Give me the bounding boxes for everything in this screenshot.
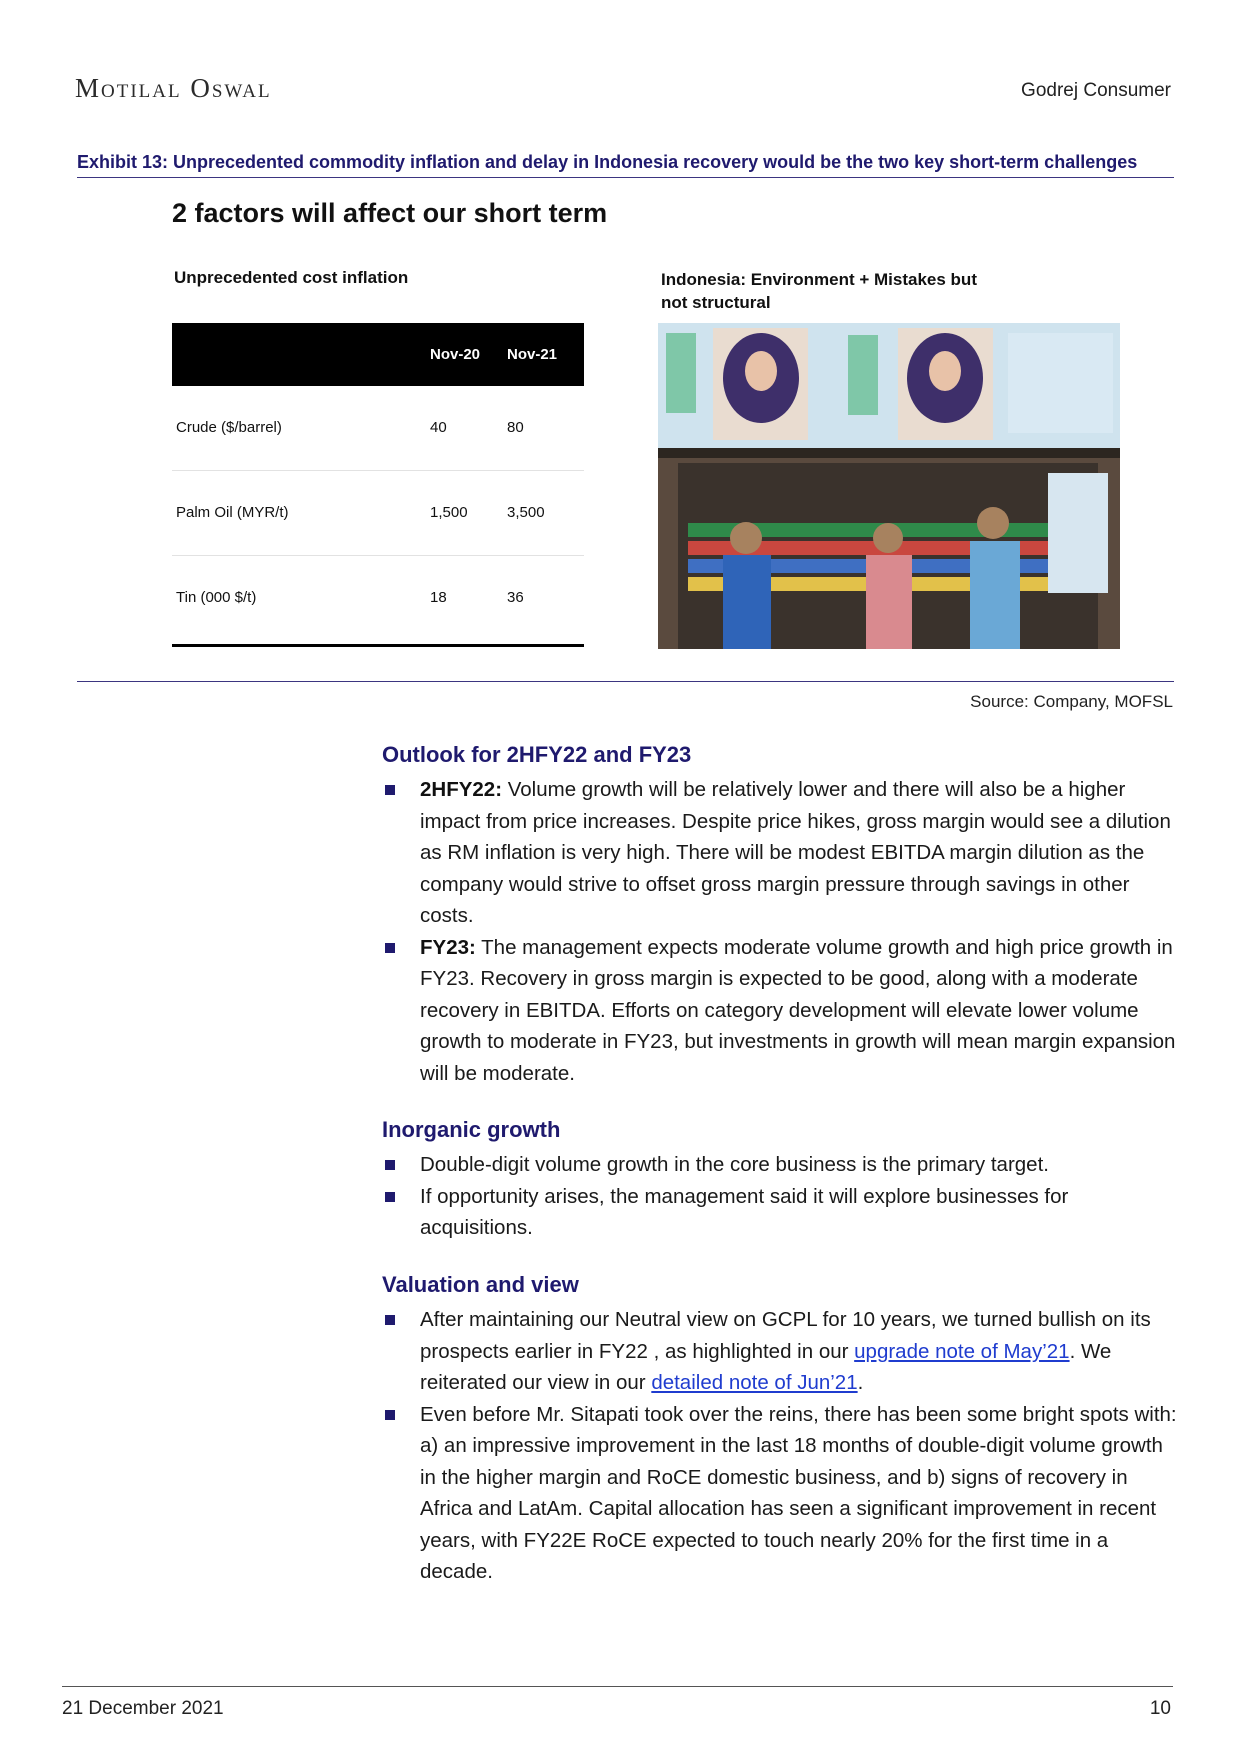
- outlook-title: Outlook for 2HFY22 and FY23: [382, 742, 692, 767]
- bullet-label: FY23:: [420, 935, 476, 959]
- bullet-square-icon: [385, 785, 395, 795]
- list-item: [382, 1149, 1182, 1181]
- exhibit-title-rule: [77, 177, 1174, 178]
- bullet-text: After maintaining our Neutral view on GCPL for 10 years, we turned bullish on its prospects earlier in FY22 , as highlighted in our: [420, 1308, 1151, 1363]
- store-photo-illustration: [658, 323, 1120, 649]
- bullet-text: . We reiterated our view in our: [420, 1339, 1112, 1394]
- row-label: Tin (000 $/t): [176, 589, 257, 606]
- bullet-square-icon: [385, 1160, 395, 1170]
- bullet-text: Double-digit volume growth in the core business is the primary target.: [420, 1153, 1049, 1176]
- upgrade-note-link[interactable]: upgrade note of May’21: [854, 1339, 1070, 1363]
- bullet-text: If opportunity arises, the management said it will explore businesses for acquisitions.: [420, 1184, 1069, 1239]
- row-value: 36: [507, 589, 524, 606]
- outlook-section: [382, 742, 1182, 1089]
- row-value: 18: [430, 589, 447, 606]
- bullet-label: 2HFY22:: [420, 778, 503, 801]
- list-item: [382, 1181, 1182, 1244]
- row-value: 1,500: [430, 504, 468, 521]
- table-row: [172, 386, 584, 471]
- source-note: Source: Company, MOFSL: [970, 692, 1173, 711]
- table-row: [172, 471, 584, 556]
- header-cell-nov21: Nov-21: [507, 346, 558, 363]
- row-label: Crude ($/barrel): [176, 419, 282, 436]
- exhibit-bottom-rule: [77, 681, 1174, 682]
- bullet-square-icon: [385, 1410, 395, 1420]
- bullet-text: The management expects moderate volume growth and high price growth in FY23. Recovery in gross margin is expected to be good, along with a moderate recovery in EBITDA. Efforts on category development will elevate lower volume growth to moderate in FY23, but investments in growth will mean margin expansion will be moderate.: [420, 935, 1176, 1085]
- indonesia-store-photo: [658, 323, 1120, 649]
- page-number: 10: [1149, 1698, 1171, 1719]
- bullet-text: .: [857, 1371, 864, 1394]
- bullet-text: Volume growth will be relatively lower and there will also be a higher impact from price increases. Despite price hikes, gross margin would see a dilution as RM inflation is very high. There will be modest EBITDA margin dilution as the company would strive to offset gross margin pressure through savings in other costs.: [420, 778, 1171, 927]
- list-item: [382, 1399, 1182, 1588]
- list-item: [382, 932, 1182, 1090]
- list-item: [382, 1304, 1182, 1399]
- inorganic-section: [382, 1117, 1182, 1244]
- valuation-section: [382, 1272, 1182, 1588]
- row-value: 3,500: [507, 504, 545, 521]
- detailed-note-link[interactable]: detailed note of Jun’21: [651, 1371, 858, 1394]
- indonesia-subtitle: Indonesia: Environment + Mistakes but not structural: [661, 270, 977, 312]
- footer-date: 21 December 2021: [62, 1698, 224, 1719]
- bullet-square-icon: [385, 1192, 395, 1202]
- row-label: Palm Oil (MYR/t): [176, 504, 289, 521]
- company-name: Godrej Consumer: [1021, 80, 1171, 101]
- footer-rule: [62, 1686, 1173, 1687]
- row-value: 80: [507, 419, 524, 436]
- cost-inflation-subtitle: Unprecedented cost inflation: [174, 268, 409, 287]
- slide-heading: 2 factors will affect our short term: [172, 198, 608, 228]
- cost-table: [172, 323, 584, 647]
- table-row: [172, 556, 584, 647]
- brand-logo: Motilal Oswal: [75, 73, 272, 103]
- bullet-square-icon: [385, 1315, 395, 1325]
- bullet-text: Even before Mr. Sitapati took over the reins, there has been some bright spots with: a) an impressive improvement in the last 18 months of double-digit volume growth in the higher margin and RoCE domestic business, and b) signs of recovery in Africa and LatAm. Capital allocation has seen a significant improvement in recent years, with FY22E RoCE expected to touch nearly 20% for the first time in a decade.: [420, 1402, 1177, 1583]
- exhibit-title: Exhibit 13: Unprecedented commodity inflation and delay in Indonesia recovery would be the two key short-term challenges: [77, 152, 1138, 172]
- valuation-title: Valuation and view: [382, 1272, 579, 1297]
- bullet-square-icon: [385, 943, 395, 953]
- cost-table-header: [172, 323, 584, 386]
- inorganic-title: Inorganic growth: [382, 1117, 561, 1142]
- list-item: [382, 774, 1182, 932]
- header-cell-nov20: Nov-20: [430, 346, 481, 363]
- row-value: 40: [430, 419, 447, 436]
